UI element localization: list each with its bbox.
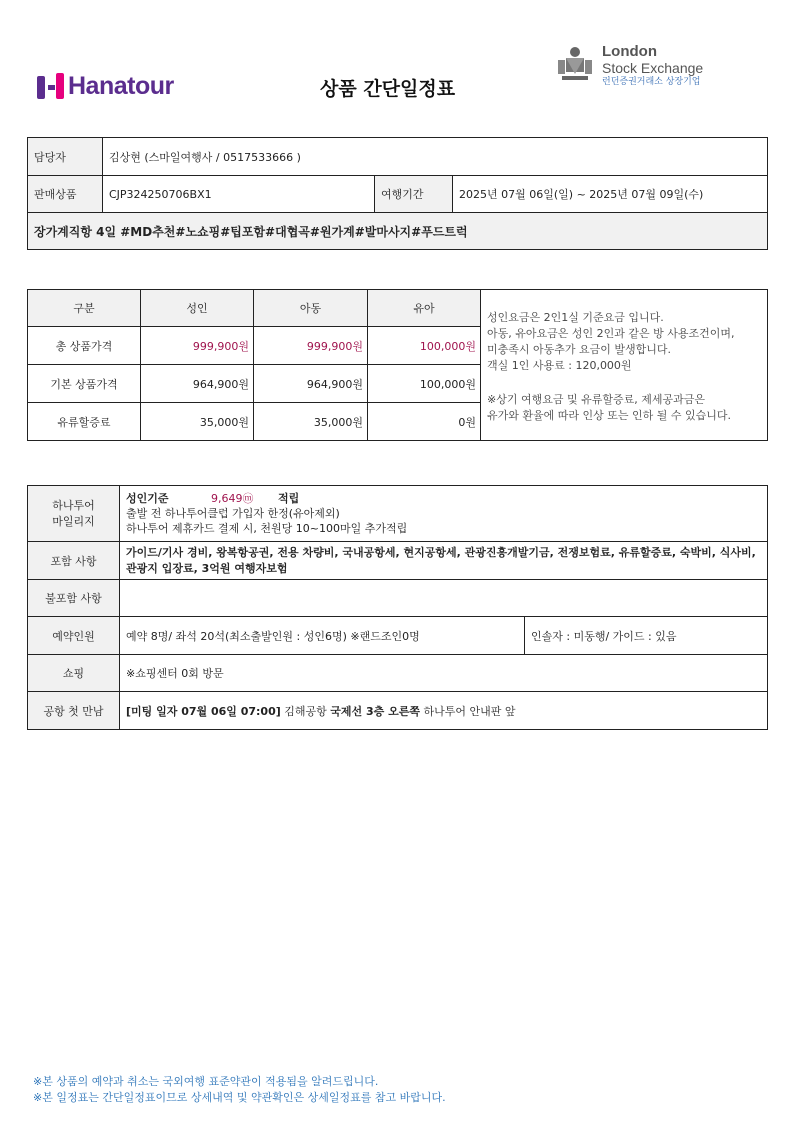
price-note-line: 아동, 유아요금은 성인 2인과 같은 방 사용조건이며, bbox=[487, 327, 735, 340]
footer-notice bbox=[33, 1074, 446, 1106]
booking-label: 예약인원 bbox=[28, 617, 120, 655]
shopping-label: 쇼핑 bbox=[28, 655, 120, 692]
price-note-line: 미충족시 아동추가 요금이 발생합니다. bbox=[487, 343, 672, 356]
lse-crest-icon bbox=[556, 44, 594, 84]
meeting-value bbox=[120, 692, 768, 730]
price-notice-line: 유가와 환율에 따라 인상 또는 인하 될 수 있습니다. bbox=[487, 409, 731, 422]
meeting-label: 공항 첫 만남 bbox=[28, 692, 120, 730]
price-adult: 35,000원 bbox=[141, 403, 254, 441]
price-infant: 0원 bbox=[368, 403, 481, 441]
escort-value: 인솔자 : 미동행/ 가이드 : 있음 bbox=[525, 617, 768, 655]
price-row-label: 총 상품가격 bbox=[28, 327, 141, 365]
footer-line: ※본 일정표는 간단일정표이므로 상세내역 및 약관확인은 상세일정표를 참고 바랍니다. bbox=[33, 1091, 446, 1104]
product-code: CJP324250706BX1 bbox=[103, 176, 375, 213]
meeting-time: [미팅 일자 07월 06일 07:00] bbox=[126, 704, 281, 718]
included-label: 포함 사항 bbox=[28, 542, 120, 580]
mileage-condition: 출발 전 하나투어클럽 가입자 한정(유아제외) bbox=[126, 507, 340, 520]
hanatour-logo-mark bbox=[37, 73, 65, 101]
mileage-amount: 9,649ⓜ bbox=[211, 492, 254, 505]
product-label: 판매상품 bbox=[28, 176, 103, 213]
document-title: 상품 간단일정표 bbox=[320, 78, 456, 100]
manager-value: 김상현 (스마일여행사 / 0517533666 ) bbox=[103, 138, 768, 176]
hanatour-logo bbox=[37, 72, 174, 101]
lse-subtitle: 런던증권거래소 상장기업 bbox=[602, 76, 701, 87]
excluded-label: 불포함 사항 bbox=[28, 580, 120, 617]
price-notice-line: ※상기 여행요금 및 유류할증료, 제세공과금은 bbox=[487, 393, 705, 406]
mileage-earn: 적립 bbox=[278, 492, 300, 505]
price-note-line: 객실 1인 사용료 : 120,000원 bbox=[487, 359, 632, 372]
price-header-type: 구분 bbox=[28, 290, 141, 327]
price-infant: 100,000원 bbox=[368, 327, 481, 365]
price-note-line: 성인요금은 2인1실 기준요금 입니다. bbox=[487, 311, 664, 324]
meeting-airport: 김해공항 bbox=[284, 704, 327, 718]
shopping-value: ※쇼핑센터 0회 방문 bbox=[120, 655, 768, 692]
booking-value: 예약 8명/ 좌석 20석(최소출발인원 : 성인6명) ※랜드조인0명 bbox=[120, 617, 525, 655]
period-label: 여행기간 bbox=[375, 176, 453, 213]
price-header-child: 아동 bbox=[254, 290, 368, 327]
price-header-adult: 성인 bbox=[141, 290, 254, 327]
price-child: 999,900원 bbox=[254, 327, 368, 365]
price-row-label: 기본 상품가격 bbox=[28, 365, 141, 403]
price-notes bbox=[481, 290, 768, 441]
product-name: 장가계직항 4일 #MD추천#노쇼핑#팁포함#대협곡#원가계#발마사지#푸드트럭 bbox=[28, 213, 768, 250]
mileage-basis: 성인기준 bbox=[126, 492, 169, 505]
period-value: 2025년 07월 06일(일) ~ 2025년 07월 09일(수) bbox=[453, 176, 768, 213]
excluded-value bbox=[120, 580, 768, 617]
footer-line: ※본 상품의 예약과 취소는 국외여행 표준약관이 적용됨을 알려드립니다. bbox=[33, 1075, 379, 1088]
mileage-label-line2: 마일리지 bbox=[52, 514, 95, 528]
hanatour-logo-text: Hanatour bbox=[68, 72, 174, 100]
mileage-label-line1: 하나투어 bbox=[52, 498, 95, 512]
price-infant: 100,000원 bbox=[368, 365, 481, 403]
price-header-infant: 유아 bbox=[368, 290, 481, 327]
meeting-terminal: 국제선 3층 오른쪽 bbox=[330, 704, 420, 718]
meeting-place: 하나투어 안내판 앞 bbox=[423, 704, 516, 718]
mileage-label bbox=[28, 486, 120, 542]
price-table bbox=[27, 289, 768, 441]
price-adult: 999,900원 bbox=[141, 327, 254, 365]
lse-name-line2: Stock Exchange bbox=[602, 59, 704, 76]
details-table bbox=[27, 485, 768, 730]
price-child: 35,000원 bbox=[254, 403, 368, 441]
price-child: 964,900원 bbox=[254, 365, 368, 403]
mileage-value bbox=[120, 486, 768, 542]
manager-label: 담당자 bbox=[28, 138, 103, 176]
mileage-card-bonus: 하나투어 제휴카드 결제 시, 천원당 10~100마일 추가적립 bbox=[126, 522, 408, 535]
price-row-label: 유류할증료 bbox=[28, 403, 141, 441]
lse-name-line1: London bbox=[602, 43, 657, 60]
info-table bbox=[27, 137, 768, 250]
price-adult: 964,900원 bbox=[141, 365, 254, 403]
lse-logo bbox=[556, 44, 703, 88]
included-value: 가이드/기사 경비, 왕복항공권, 전용 차량비, 국내공항세, 현지공항세, 관광진흥개발기금, 전쟁보험료, 유류할증료, 숙박비, 식사비, 관광지 입장료, 3억원 여행자보험 bbox=[120, 542, 768, 580]
